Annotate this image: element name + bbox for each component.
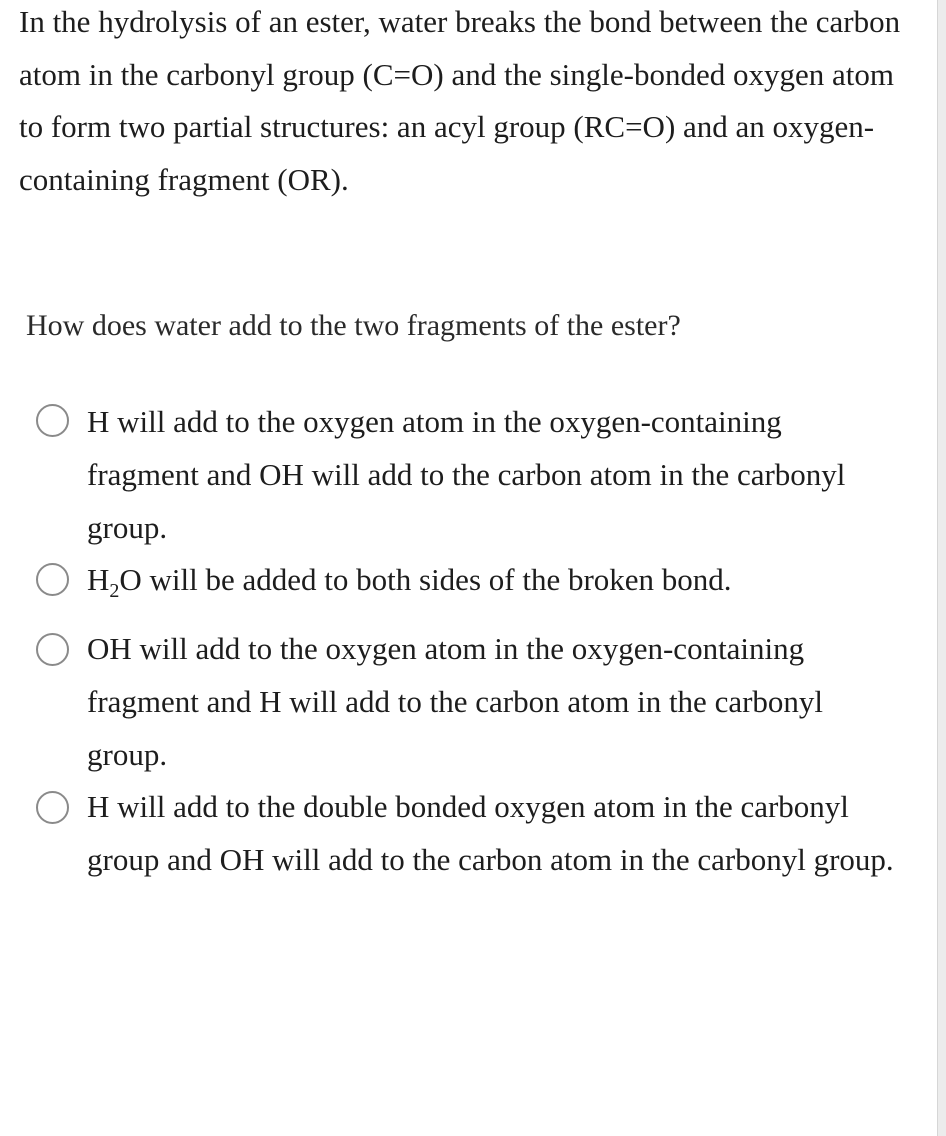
radio-button-icon[interactable] (36, 633, 69, 666)
radio-button-icon[interactable] (36, 404, 69, 437)
answer-option-4-label: H will add to the double bonded oxygen atom in the carbonyl group and OH will add to the carbon atom in the carbonyl group. (87, 789, 894, 877)
formula-h: H (87, 562, 110, 597)
intro-paragraph: In the hydrolysis of an ester, water breaks the bond between the carbon atom in the carbonyl group (C=O) and the single-bonded oxygen atom to form two partial structures: an acyl group (RC=O) and an oxygen-containing fragment (OR). (19, 4, 901, 197)
answer-option-2-label (87, 553, 897, 606)
answer-option-3-label: OH will add to the oxygen atom in the oxygen-containing fragment and H will add to the carbon atom in the carbonyl group. (87, 631, 824, 772)
answer-option-1[interactable] (36, 395, 896, 555)
page-edge-divider (937, 0, 946, 1136)
radio-button-icon[interactable] (36, 791, 69, 824)
answer-option-2[interactable] (36, 555, 896, 610)
question-prompt: How does water add to the two fragments of the ester? (26, 309, 681, 342)
answer-option-3[interactable] (36, 624, 896, 784)
option-2-text: O will be added to both sides of the broken bond. (119, 562, 732, 597)
radio-button-icon[interactable] (36, 563, 69, 596)
answer-option-4[interactable] (36, 783, 896, 943)
answer-option-1-label: H will add to the oxygen atom in the oxygen-containing fragment and OH will add to the carbon atom in the carbonyl group. (87, 404, 846, 545)
formula-subscript: 2 (109, 580, 120, 602)
